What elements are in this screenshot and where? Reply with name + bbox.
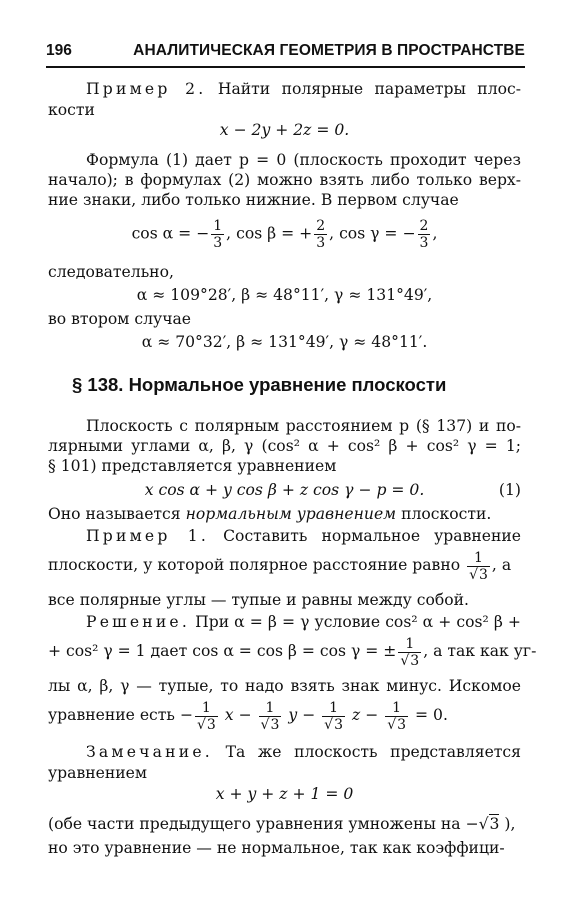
solution-line2: + cos² γ = 1 дает cos α = cos β = cos γ = ± $\frac{1}{√3}$ , а так как уг- xyxy=(48,635,537,669)
example2-line1: Пример 2. Найти полярные параметры плос- xyxy=(86,80,521,98)
angles-first-case: α ≈ 109°28′, β ≈ 48°11′, γ ≈ 131°49′, xyxy=(136,286,433,304)
normal-equation: x cos α + y cos β + z cos γ − p = 0. (1) xyxy=(144,481,521,499)
page-number: 196 xyxy=(46,42,72,59)
fraction: $\frac{1}{√3}$ xyxy=(469,549,488,583)
para2-line3: § 101) представляется уравнением xyxy=(48,457,337,475)
remark-line2: уравнением xyxy=(48,764,147,782)
equation-number: (1) xyxy=(498,481,521,499)
example1-line3: все полярные углы — тупые и равны между собой. xyxy=(48,591,470,609)
fraction: $\frac{1}{√3}$ xyxy=(260,699,280,733)
para1-line3: ние знаки, либо только нижние. В первом случае xyxy=(48,191,459,209)
solution-equation-line: уравнение есть − $\frac{1}{√3}$ x − $\frac{1}{√3}$ y − $\frac{1}{√3}$ z − $\frac{1}{√3}$ = 0. xyxy=(48,699,448,733)
running-header xyxy=(46,40,525,68)
para2-line2: лярными углами α, β, γ (cos² α + cos² β + cos² γ = 1; xyxy=(48,437,521,455)
fraction: $\frac{1}{√3}$ xyxy=(400,635,420,669)
fraction: $\frac{1}{√3}$ xyxy=(387,699,407,733)
second-case-text: во втором случае xyxy=(48,310,192,328)
para2-line1: Плоскость с полярным расстоянием p (§ 137) и по- xyxy=(86,417,521,435)
fraction: $\frac{1}{√3}$ xyxy=(196,699,216,733)
solution-label: Решение. xyxy=(86,613,191,631)
remark-equation: x + y + z + 1 = 0 xyxy=(215,785,354,803)
fraction: $\frac{1}{√3}$ xyxy=(324,699,344,733)
running-title: АНАЛИТИЧЕСКАЯ ГЕОМЕТРИЯ В ПРОСТРАНСТВЕ xyxy=(133,42,525,59)
cos-equation-line: cos α = − $\frac{1}{3}$ , cos β = + $\frac{2}{3}$ , cos γ = − $\frac{2}{3}$ , xyxy=(131,218,438,251)
remark-line3: (обе части предыдущего уравнения умножены на −√3 ), xyxy=(48,815,516,833)
example1-line2: плоскости, у которой полярное расстояние равно $\frac{1}{√3}$ , а xyxy=(48,549,512,583)
example1-line1: Пример 1. Составить нормальное уравнение xyxy=(86,527,521,545)
para1-line2: начало); в формулах (2) можно взять либо только верх- xyxy=(48,171,521,189)
example2-equation: x − 2y + 2z = 0. xyxy=(219,121,350,139)
fraction: $\frac{2}{3}$ xyxy=(316,218,326,251)
normal-equation-term: нормальным уравнением xyxy=(185,505,397,523)
solution-line1: Решение. При α = β = γ условие cos² α + cos² β + xyxy=(86,613,521,631)
called-line: Оно называется нормальным уравнением плоскости. xyxy=(48,505,492,523)
solution-line3: лы α, β, γ — тупые, то надо взять знак минус. Искомое xyxy=(48,677,521,695)
angles-second-case: α ≈ 70°32′, β ≈ 131°49′, γ ≈ 48°11′. xyxy=(141,333,428,351)
example1-label: Пример 1. xyxy=(86,527,210,545)
section-heading: § 138. Нормальное уравнение плоскости xyxy=(72,374,447,395)
consequently-text: следовательно, xyxy=(48,263,174,281)
example2-label: Пример 2. xyxy=(86,80,207,98)
para1-line1: Формула (1) дает p = 0 (плоскость проходит через xyxy=(86,151,521,169)
example2-line2: кости xyxy=(48,101,95,119)
remark-line4: но это уравнение — не нормальное, так как коэффици- xyxy=(48,839,505,857)
remark-label: Замечание. xyxy=(86,743,213,761)
remark-line1: Замечание. Та же плоскость представляется xyxy=(86,743,521,761)
fraction: $\frac{1}{3}$ xyxy=(213,218,223,251)
fraction: $\frac{2}{3}$ xyxy=(419,218,429,251)
